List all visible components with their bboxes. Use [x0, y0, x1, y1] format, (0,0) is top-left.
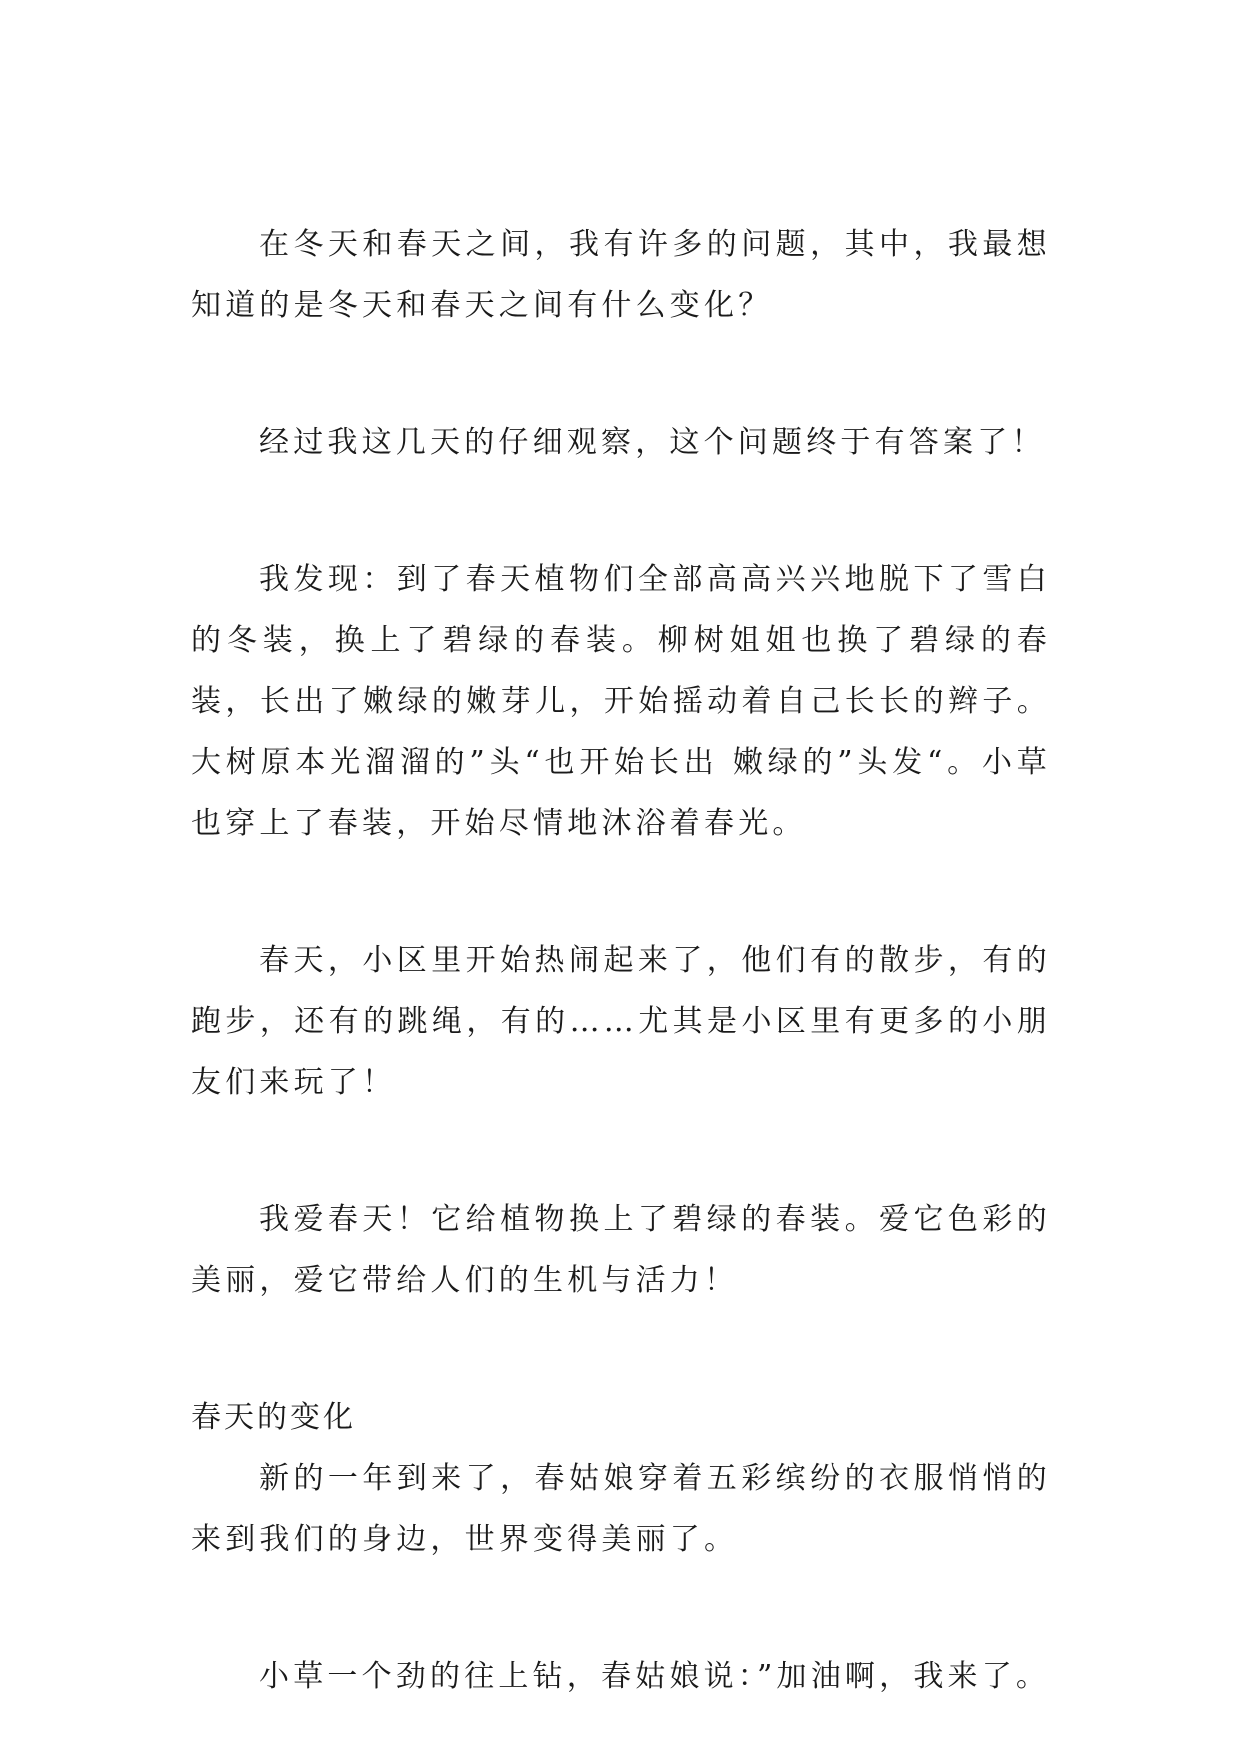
- paragraph-plants-discovery: 我发现：到了春天植物们全部高高兴兴地脱下了雪白的冬装，换上了碧绿的春装。柳树姐姐也换了碧绿的春装，长出了嫩绿的嫩芽儿，开始摇动着自己长长的辫子。大树原本光溜溜的”头“也开始长出 嫩绿的”头发“。小草也穿上了春装，开始尽情地沐浴着春光。: [191, 562, 1051, 841]
- paragraph-grass: 小草一个劲的往上钻，春姑娘说：”加油啊，我来了。: [259, 1659, 1051, 1694]
- paragraph-community-lively: 春天，小区里开始热闹起来了，他们有的散步，有的跑步，还有的跳绳，有的……尤其是小区里有更多的小朋友们来玩了！: [191, 943, 1051, 1100]
- paragraph-question: 在冬天和春天之间，我有许多的问题，其中，我最想知道的是冬天和春天之间有什么变化？: [191, 227, 1051, 323]
- paragraph-new-year: 新的一年到来了，春姑娘穿着五彩缤纷的衣服悄悄的来到我们的身边，世界变得美丽了。: [191, 1461, 1051, 1557]
- section-title: 春天的变化: [191, 1400, 356, 1435]
- paragraph-love-spring: 我爱春天！它给植物换上了碧绿的春装。爱它色彩的美丽，爱它带给人们的生机与活力！: [191, 1202, 1051, 1298]
- paragraph-answer-found: 经过我这几天的仔细观察，这个问题终于有答案了！: [259, 425, 1046, 460]
- document-body: [191, 214, 1051, 1707]
